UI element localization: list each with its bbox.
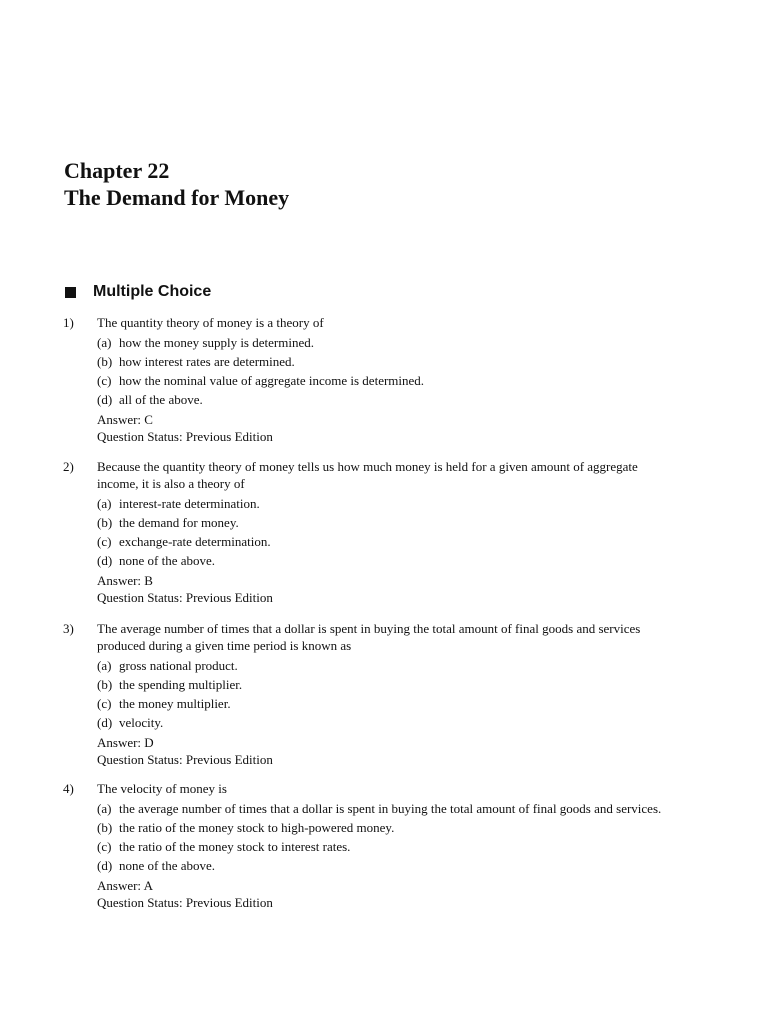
question-status: Question Status: Previous Edition bbox=[97, 590, 273, 605]
option-a: (a) the average number of times that a dollar is spent in buying the total amount of final goods and services. bbox=[97, 801, 662, 816]
question-number: 4) bbox=[63, 781, 74, 796]
question-number: 1) bbox=[63, 315, 74, 330]
question-stem: The velocity of money is bbox=[97, 781, 227, 796]
question-2 bbox=[63, 458, 663, 606]
question-status: Question Status: Previous Edition bbox=[97, 429, 273, 444]
section-heading bbox=[64, 282, 211, 302]
option-c: (c) the money multiplier. bbox=[97, 696, 231, 711]
question-stem: The quantity theory of money is a theory of bbox=[97, 315, 324, 330]
option-c: (c) how the nominal value of aggregate income is determined. bbox=[97, 373, 425, 388]
question-4 bbox=[63, 780, 663, 911]
question-stem: The average number of times that a dollar is spent in buying the total amount of final goods and services produced during a given time period is known as bbox=[97, 621, 641, 653]
chapter-heading bbox=[64, 157, 289, 211]
option-b: (b) how interest rates are determined. bbox=[97, 354, 295, 369]
option-b: (b) the demand for money. bbox=[97, 515, 239, 530]
section-title: Multiple Choice bbox=[93, 283, 212, 300]
option-d: (d) none of the above. bbox=[97, 553, 216, 568]
option-list bbox=[97, 495, 663, 569]
option-list bbox=[97, 800, 663, 874]
answer-line: Answer: A bbox=[97, 878, 153, 893]
option-a: (a) how the money supply is determined. bbox=[97, 335, 314, 350]
square-bullet-icon bbox=[65, 287, 76, 298]
question-status: Question Status: Previous Edition bbox=[97, 895, 273, 910]
option-a: (a) interest-rate determination. bbox=[97, 496, 260, 511]
chapter-title: The Demand for Money bbox=[64, 185, 290, 210]
option-b: (b) the ratio of the money stock to high-powered money. bbox=[97, 820, 395, 835]
question-3 bbox=[63, 620, 663, 768]
option-d: (d) none of the above. bbox=[97, 858, 216, 873]
question-number: 3) bbox=[63, 621, 74, 636]
option-b: (b) the spending multiplier. bbox=[97, 677, 243, 692]
question-1 bbox=[63, 314, 663, 445]
answer-line: Answer: D bbox=[97, 735, 154, 750]
chapter-number: Chapter 22 bbox=[64, 158, 170, 183]
question-status: Question Status: Previous Edition bbox=[97, 752, 273, 767]
option-c: (c) exchange-rate determination. bbox=[97, 534, 271, 549]
option-list bbox=[97, 657, 663, 731]
answer-line: Answer: B bbox=[97, 573, 153, 588]
question-number: 2) bbox=[63, 459, 74, 474]
option-d: (d) velocity. bbox=[97, 715, 164, 730]
answer-line: Answer: C bbox=[97, 412, 153, 427]
option-a: (a) gross national product. bbox=[97, 658, 238, 673]
option-list bbox=[97, 334, 663, 408]
option-d: (d) all of the above. bbox=[97, 392, 203, 407]
option-c: (c) the ratio of the money stock to interest rates. bbox=[97, 839, 351, 854]
question-stem: Because the quantity theory of money tells us how much money is held for a given amount of aggregate income, it is also a theory of bbox=[97, 459, 638, 491]
